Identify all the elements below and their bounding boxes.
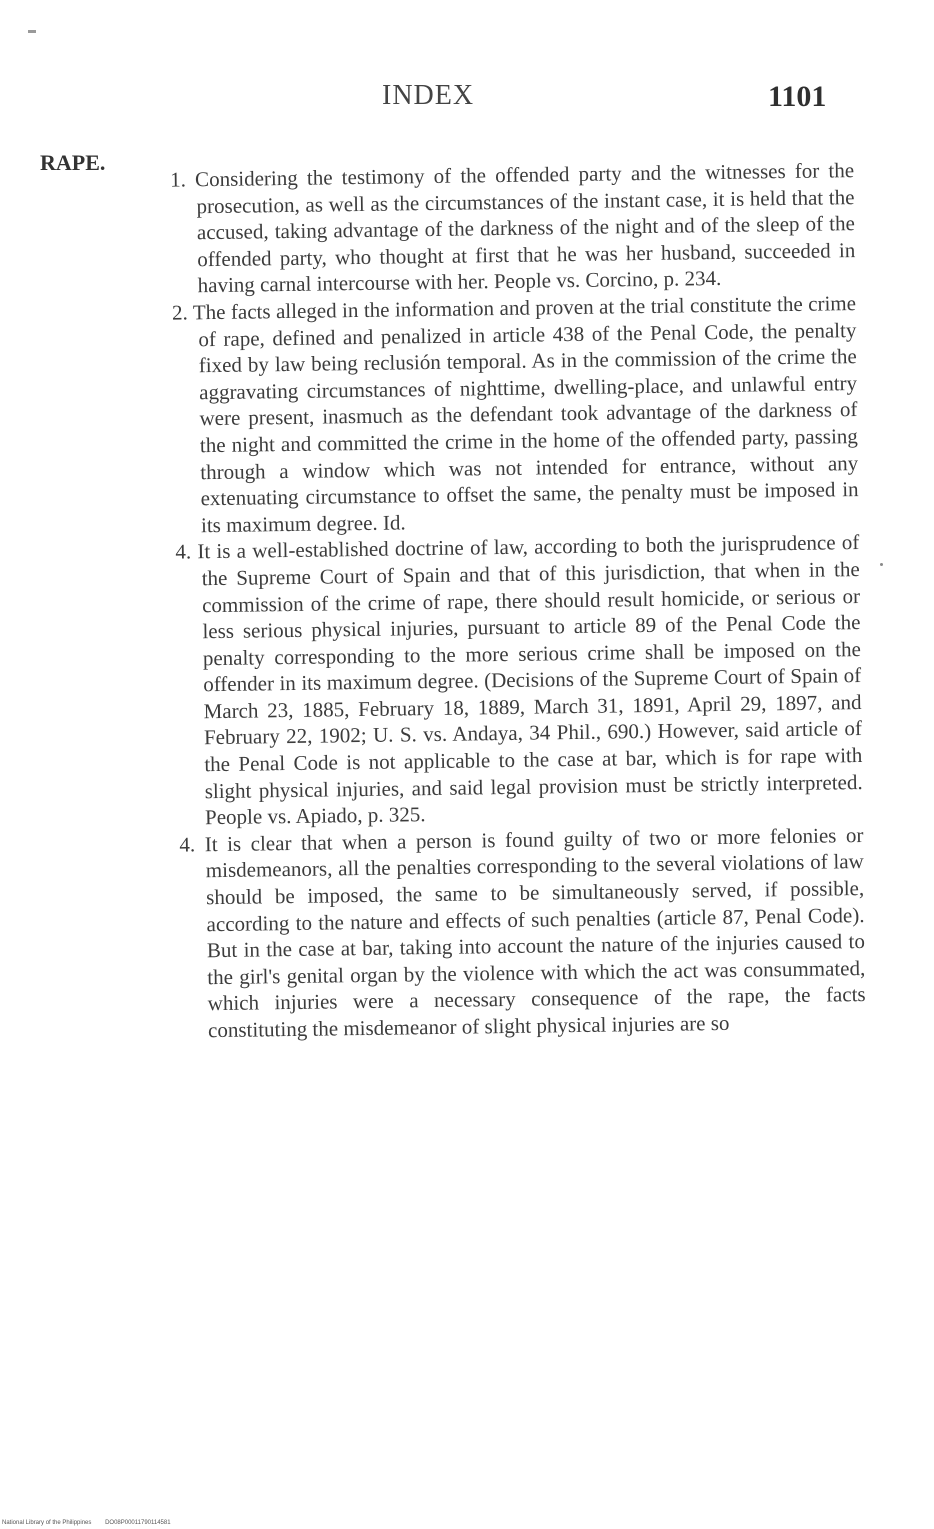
index-entry: 2. The facts alleged in the information and proven at the trial constitute the crime of rape, defined and penalized in article 438 of the Penal Code, the penalty fixed by law being reclusión temporal. As in the commission of the crime the aggravating circumstances of nighttime, dwelling-place, and unlawful entry were present, inasmuch as the defendant took advantage of the darkness of the night and committed the crime in the home of the offended party, passing through a window which was not intended for entrance, without any extenuating circumstance to offset the same, the penalty must be imposed in its maximum degree. Id. (171, 291, 859, 537)
entry-list (144, 157, 866, 1044)
index-entry: 4. It is a well-established doctrine of law, according to both the jurisprudence of the Supreme Court of Spain and that of this jurisdiction, that when in the commission of the crime of rape, there should result homicide, or serious or less serious physical injuries, pursuant to article 89 of the Penal Code the penalty corresponding to the more serious crime shall be imposed on the offender in its maximum degree. (Decisions of the Supreme Court of Spain of March 23, 1885, February 18, 1889, March 31, 1891, April 29, 1897, and February 22, 1902; U. S. vs. Andaya, 34 Phil., 690.) However, said article of the Penal Code is not applicable to the case at bar, which is for rape with slight physical injuries, and said legal provision must be strictly interpreted. People vs. Apiado, p. 325. (175, 530, 863, 830)
section-heading: RAPE. (40, 150, 106, 175)
index-entry: 1. Considering the testimony of the offended party and the witnesses for the prosecution, as well as the circumstances of the instant case, it is held that the accused, taking advantage of the darkness of the night and of the sleep of the offended party, who thought at first that he was her husband, succeeded in having carnal intercourse with her. People vs. Corcino, p. 234. (170, 158, 856, 298)
scan-footer (2, 1520, 183, 1526)
index-entry: 4. It is clear that when a person is found guilty of two or more felonies or misdemeanors, all the penalties corresponding to the several violations of law should be imposed, the same to be simultaneously served, if possible, according to the nature and effects of such penalties (article 87, Penal Code). But in the case at bar, taking into account the nature of the injuries caused to the girl's genital organ by the violence with which the act was consummated, which injuries were a necessary consequence of the rape, the facts constituting the misdemeanor of slight physical injuries are so (179, 822, 866, 1043)
footer-library: National Library of the Philippines (2, 1520, 92, 1526)
scan-dot (880, 563, 883, 566)
page-number: 1101 (768, 80, 827, 113)
running-title: INDEX (382, 80, 475, 111)
scan-mark (28, 30, 36, 33)
footer-code: DO08P00011790114581 (105, 1520, 171, 1526)
